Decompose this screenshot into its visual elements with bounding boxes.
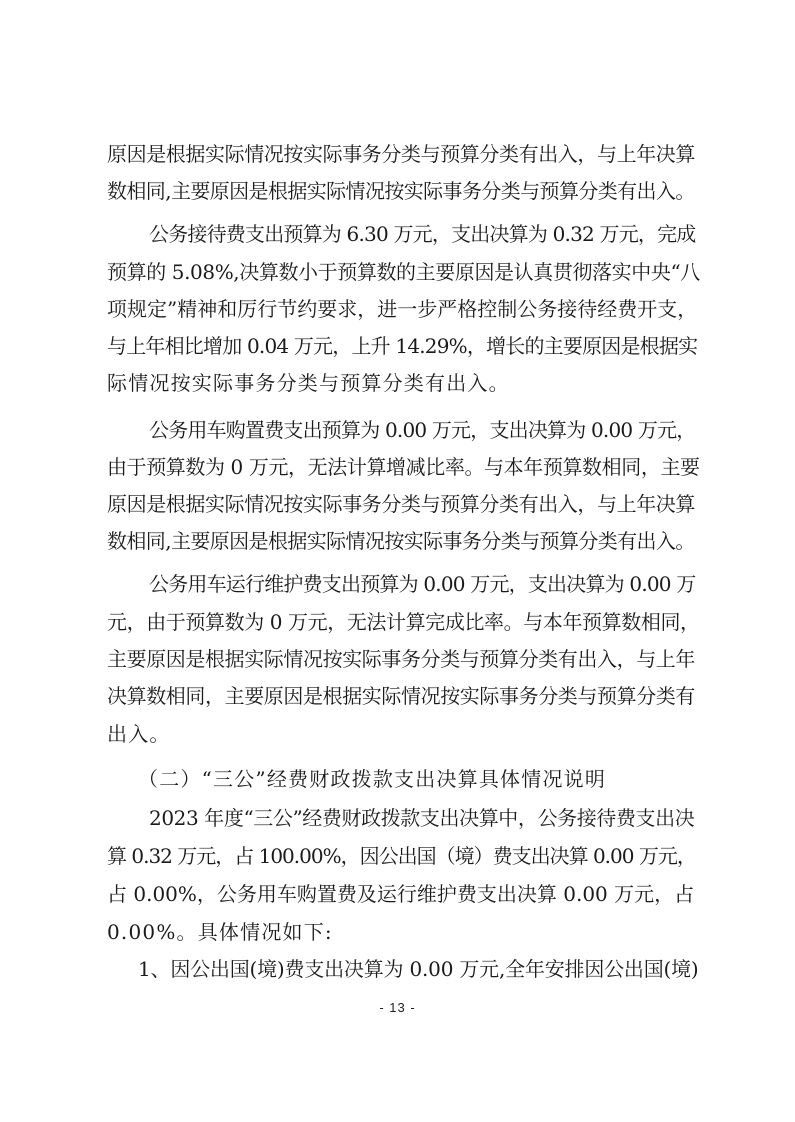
text-line: 主要原因是根据实际情况按实际事务分类与预算分类有出入，与上年 xyxy=(107,647,695,671)
text-line: 与上年相比增加 0.04 万元，上升 14.29%，增长的主要原因是根据实 xyxy=(107,334,698,358)
text-line: 数相同,主要原因是根据实际情况按实际事务分类与预算分类有出入。 xyxy=(107,529,695,553)
text-line: 项规定”精神和厉行节约要求，进一步严格控制公务接待经费开支， xyxy=(107,297,698,321)
text-line: 公务用车购置费支出预算为 0.00 万元，支出决算为 0.00 万元， xyxy=(149,418,696,442)
text-line: 数相同,主要原因是根据实际情况按实际事务分类与预算分类有出入。 xyxy=(107,179,695,203)
text-line: 预算的 5.08%,决算数小于预算数的主要原因是认真贯彻落实中央“八 xyxy=(107,260,700,284)
text-line: 2023 年度“三公”经费财政拨款支出决算中，公务接待费支出决 xyxy=(149,806,695,830)
text-line: 决算数相同，主要原因是根据实际情况按实际事务分类与预算分类有 xyxy=(107,684,695,708)
text-line: 算 0.32 万元，占 100.00%，因公出国（境）费支出决算 0.00 万元， xyxy=(107,844,696,868)
text-line: 1、因公出国(境)费支出决算为 0.00 万元,全年安排因公出国(境) xyxy=(138,957,699,981)
text-line: 由于预算数为 0 万元，无法计算增减比率。与本年预算数相同，主要 xyxy=(107,455,700,479)
page-number: - 13 - xyxy=(379,1000,416,1015)
text-line: 占 0.00%，公务用车购置费及运行维护费支出决算 0.00 万元，占 xyxy=(107,882,695,906)
text-line: 出入。 xyxy=(107,722,171,746)
text-line: 公务用车运行维护费支出预算为 0.00 万元，支出决算为 0.00 万 xyxy=(149,572,696,596)
text-line: 际情况按实际事务分类与预算分类有出入。 xyxy=(107,371,510,395)
text-line: 原因是根据实际情况按实际事务分类与预算分类有出入，与上年决算 xyxy=(107,492,695,516)
text-line: 0.00%。具体情况如下: xyxy=(107,920,333,944)
section-heading: （二）“三公”经费财政拨款支出决算具体情况说明 xyxy=(138,767,607,791)
text-line: 元，由于预算数为 0 万元，无法计算完成比率。与本年预算数相同， xyxy=(107,610,700,634)
text-line: 原因是根据实际情况按实际事务分类与预算分类有出入，与上年决算 xyxy=(107,142,695,166)
text-line: 公务接待费支出预算为 6.30 万元，支出决算为 0.32 万元，完成 xyxy=(149,222,696,246)
